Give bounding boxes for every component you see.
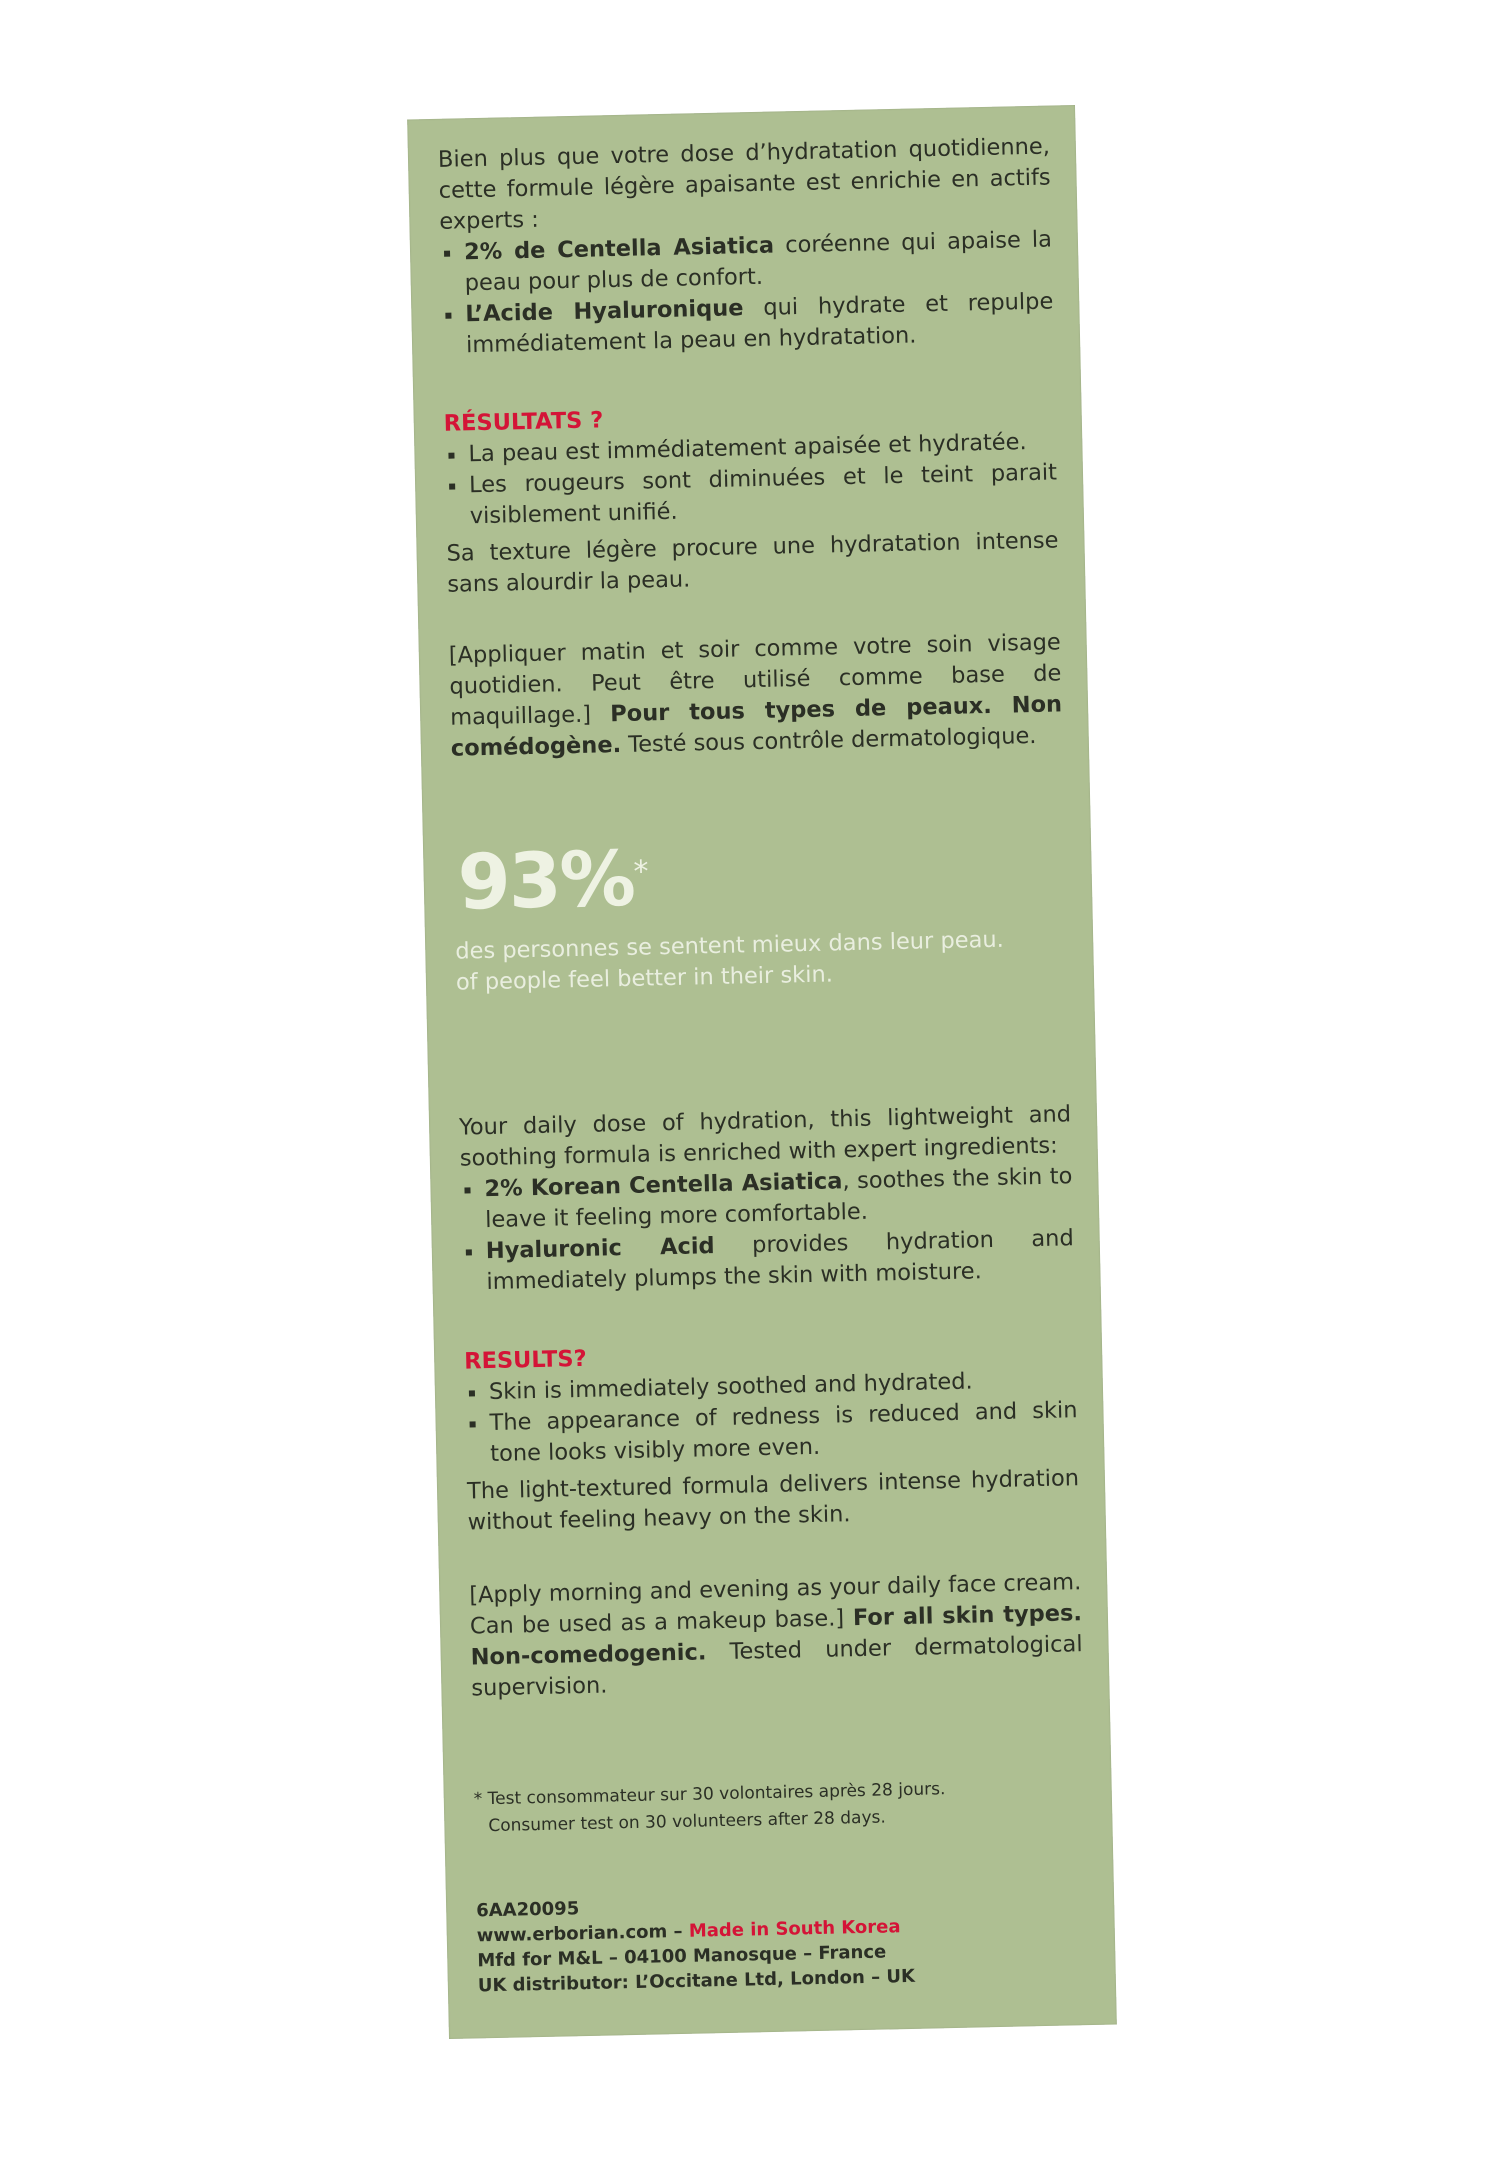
stat-caption-en: of people feel better in their skin. (455, 961, 834, 996)
distributor-line: UK distributor: L’Occitane Ltd, London – UK (477, 1965, 916, 1997)
en-texture-text: The light-textured formula delivers intense hydration without feeling heavy on the skin. (466, 1465, 1080, 1536)
fr-results-list (444, 426, 1058, 532)
en-intro-section (459, 1099, 1075, 1298)
site-url: www.erborian.com – (476, 1920, 690, 1947)
stat-value (456, 833, 648, 927)
mfd-line: Mfd for M&L – 04100 Manosque – France (477, 1941, 887, 1972)
en-results-list (465, 1364, 1079, 1470)
list-item: The appearance of redness is reduced and skin tone looks visibly more even. (465, 1395, 1078, 1470)
en-results-title: RESULTS? (463, 1345, 587, 1375)
fr-apply-text: [Appliquer matin et soir comme votre soin visage quotidien. Peut être utilisé comme base de maquillage.] (448, 629, 1062, 731)
fr-skin-types: Pour tous types de peaux. Non comédogène. (450, 691, 1063, 762)
stat-footnote-marker: * (633, 854, 647, 890)
en-skin-types: For all skin types. Non-comedogenic. (470, 1600, 1083, 1671)
en-bullet-2-bold: Hyaluronic Acid (485, 1233, 715, 1265)
list-item: Les rougeurs sont diminuées et le teint parait visiblement unifié. (445, 457, 1058, 532)
fr-texture-text: Sa texture légère procure une hydratation intense sans alourdir la peau. (446, 527, 1059, 598)
stat-percent: 93% (456, 833, 635, 927)
product-box-panel (407, 105, 1117, 2039)
list-item (462, 1223, 1075, 1298)
list-item: Skin is immediately soothed and hydrated. (465, 1364, 1078, 1408)
en-bullet-1-bold: 2% Korean Centella Asiatica (484, 1168, 843, 1203)
en-usage-text (469, 1567, 1084, 1704)
footnote-section (474, 1773, 1087, 1840)
fr-usage-text (449, 627, 1064, 764)
en-apply-text: [Apply morning and evening as your daily face cream. Can be used as a makeup base.] (469, 1569, 1082, 1640)
footnote-en: Consumer test on 30 volunteers after 28 days. (488, 1807, 887, 1837)
fr-bullet-1-text: coréenne qui apaise la peau pour plus de confort. (464, 226, 1053, 297)
en-results-section (464, 1333, 1079, 1470)
product-code: 6AA20095 (476, 1898, 580, 1922)
en-tested-text: Tested under dermatological supervision. (471, 1631, 1083, 1702)
fr-bullet-1-bold: 2% de Centella Asiatica (463, 232, 775, 266)
stat-caption-fr: des personnes se sentent mieux dans leur peau. (455, 926, 1005, 965)
fr-results-section (443, 395, 1058, 532)
en-usage-section (469, 1567, 1084, 1704)
list-item: La peau est immédiatement apaisée et hydratée. (444, 426, 1057, 470)
fr-usage-section (449, 627, 1064, 764)
made-in-label: Made in South Korea (688, 1916, 901, 1942)
fr-bullet-2-bold: L’Acide Hyaluronique (465, 295, 744, 328)
fr-tested-text: Testé sous contrôle dermatologique. (620, 722, 1037, 758)
en-bullet-2-text: provides hydration and immediately plumps the skin with moisture. (486, 1225, 1074, 1296)
fr-bullet-2-text: qui hydrate et repulpe immédiatement la peau en hydratation. (465, 288, 1054, 359)
fr-intro-section (438, 132, 1055, 362)
fr-texture-section (446, 525, 1059, 600)
footer-section (476, 1885, 1090, 1998)
fr-results-title: RÉSULTATS ? (443, 407, 604, 437)
stat-caption (455, 923, 1068, 998)
en-ingredient-list (460, 1161, 1075, 1298)
fr-intro-text: Bien plus que votre dose d’hydratation quotidienne, cette formule légère apaisante est enrichie en actifs experts : (437, 133, 1051, 235)
en-bullet-1-text: , soothes the skin to leave it feeling more comfortable. (484, 1163, 1073, 1234)
fr-ingredient-list (440, 224, 1055, 361)
footnote-fr: * Test consommateur sur 30 volontaires après 28 jours. (473, 1779, 946, 1810)
en-intro-text: Your daily dose of hydration, this lightweight and soothing formula is enriched with expert ingredients: (458, 1101, 1072, 1172)
list-item (441, 286, 1054, 361)
en-texture-section (467, 1463, 1080, 1538)
